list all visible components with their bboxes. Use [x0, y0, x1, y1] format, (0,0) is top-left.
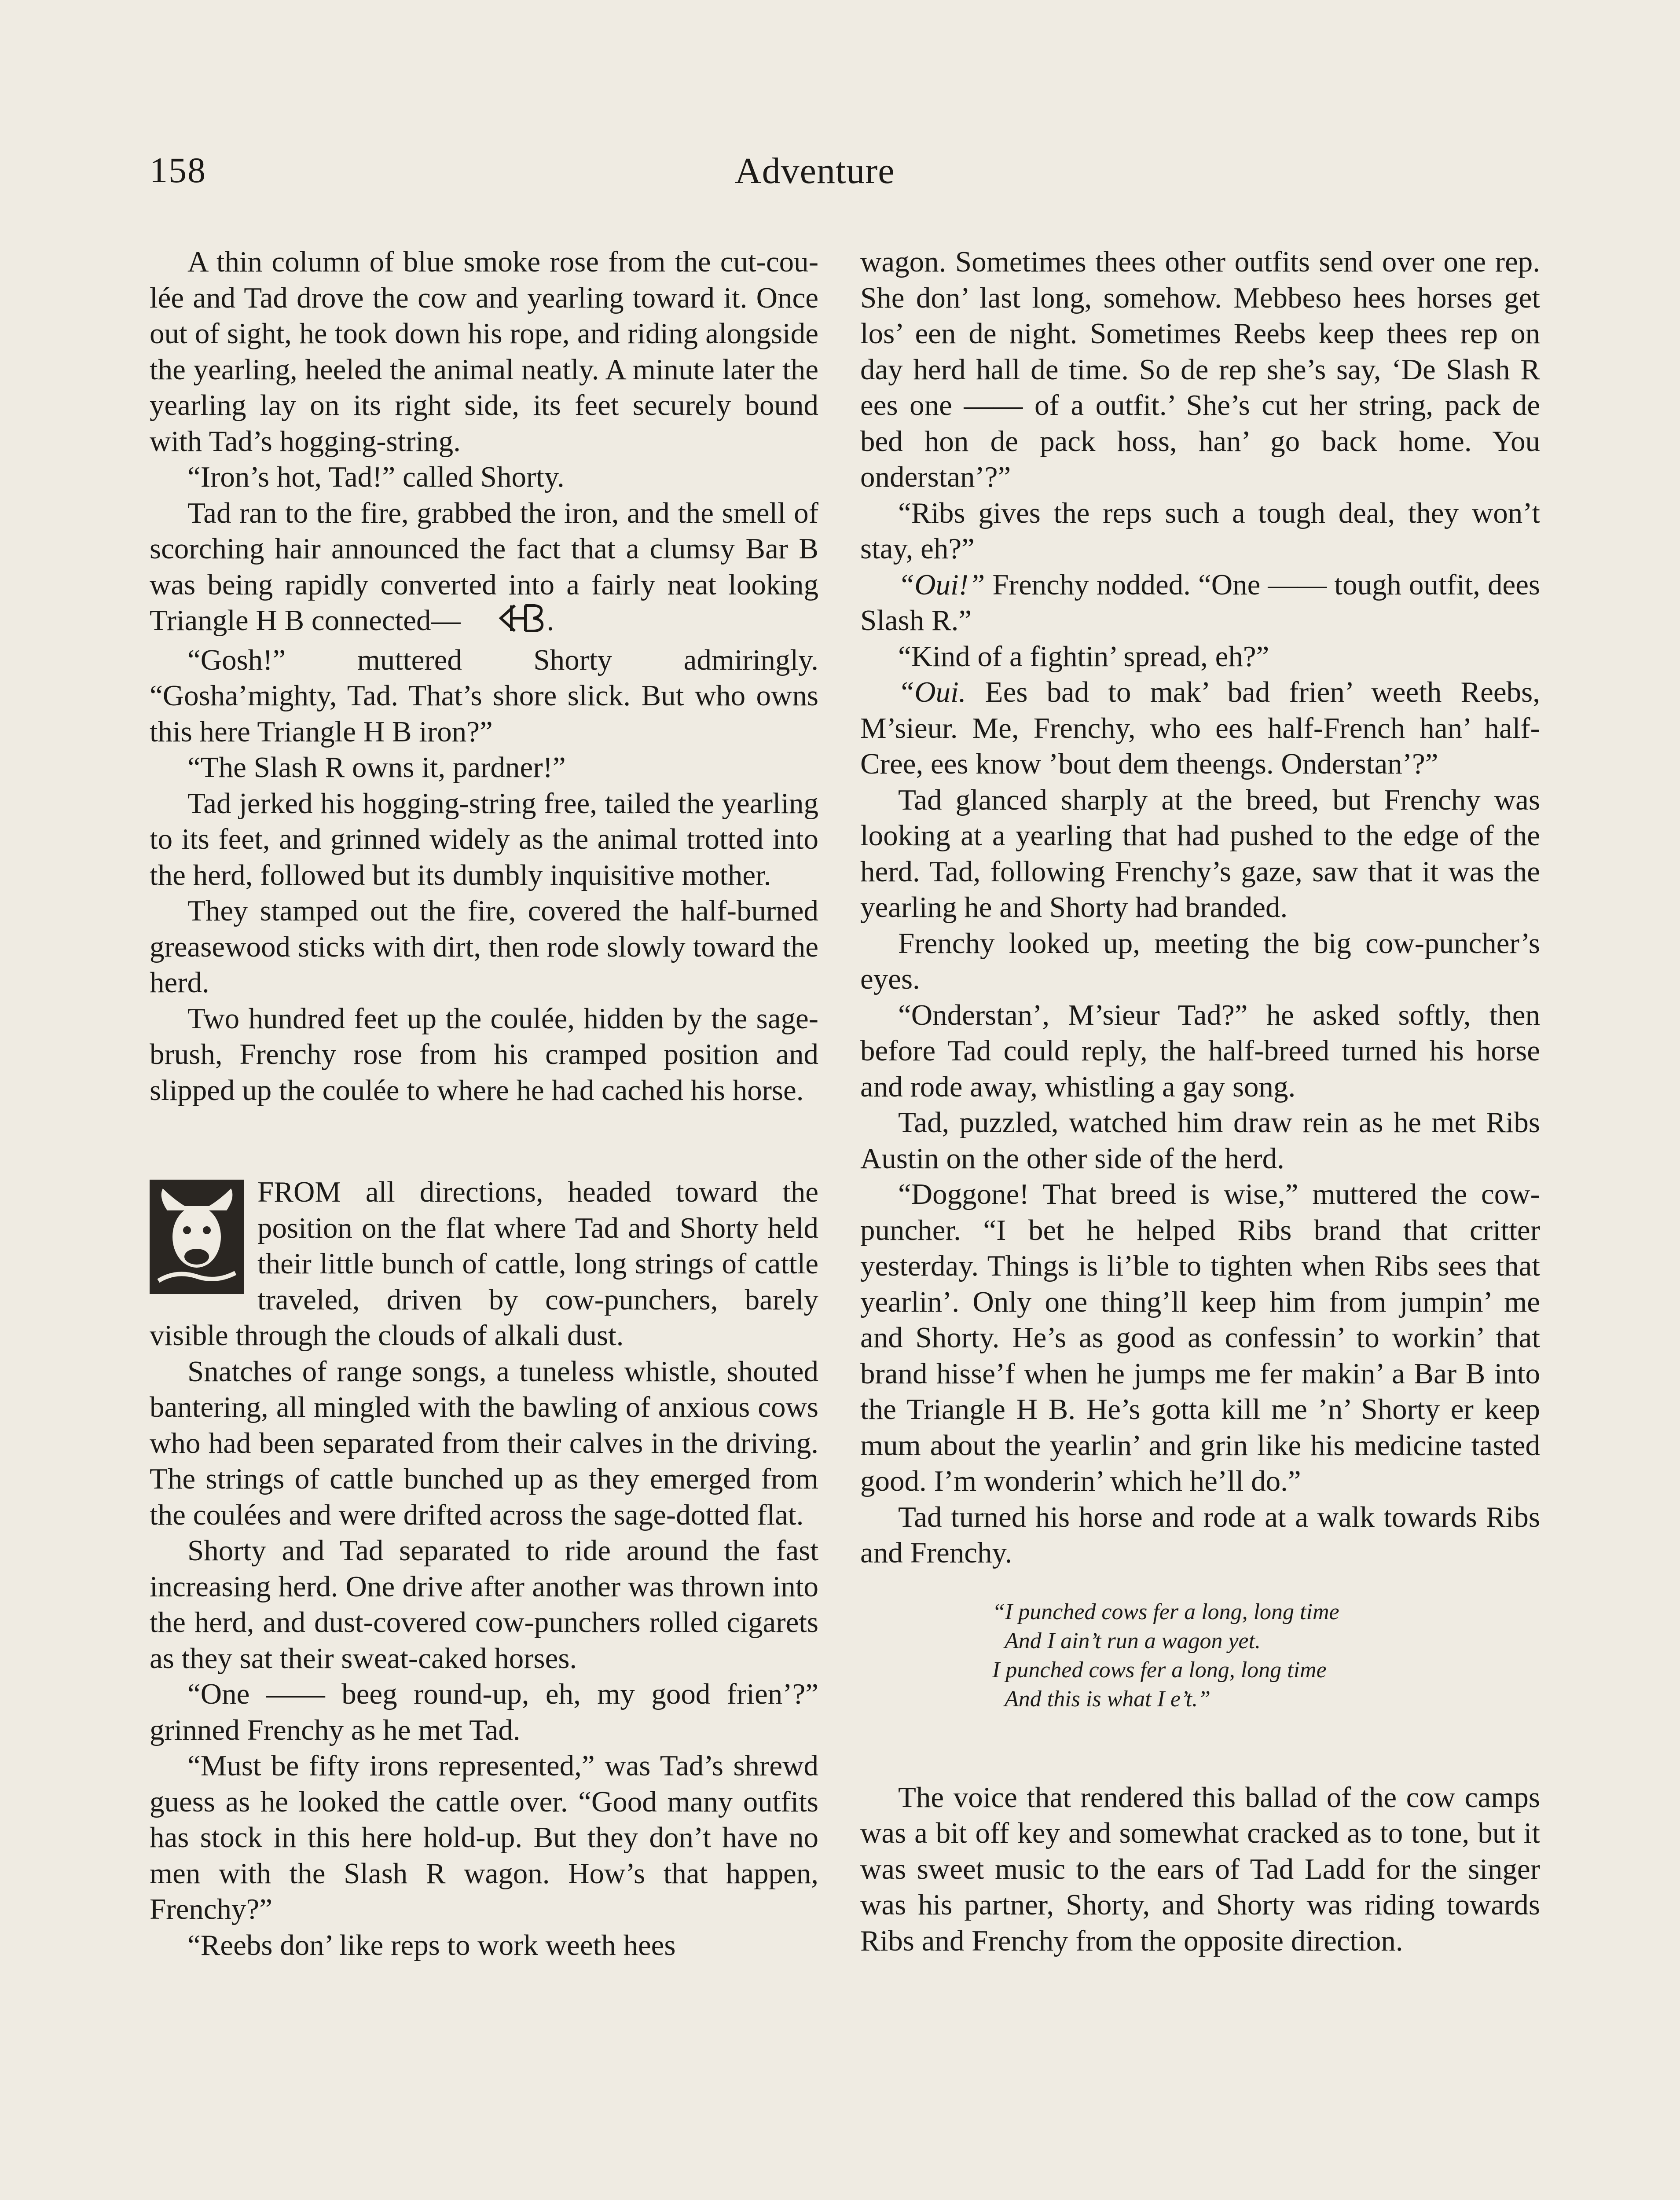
paragraph: Tad turned his horse and rode at a walk towards Ribs and Frenchy. [860, 1500, 1540, 1569]
paragraph: “One —— beeg round-up, eh, my good frien’?” grinned Frenchy as he met Tad. [150, 1678, 818, 1746]
paragraph: Two hundred feet up the coulée, hidden by the sage-brush, Frenchy rose from his cramped position and slipped up the coulée to where he had cached his horse. [150, 1002, 818, 1107]
ballad-verse [992, 1598, 1540, 1714]
verse-line: And I ain’t run a wagon yet. [1005, 1628, 1261, 1654]
paragraph: “Must be fifty irons represented,” was Tad’s shrewd guess as he looked the cattle over. “Good many outfits has stock in this here hold-up. But they don’t have no men with the Slash R wagon. How’s that happen, Frenchy?” [150, 1749, 818, 1925]
section-break [150, 1108, 818, 1174]
running-head: Adventure [735, 150, 895, 191]
paragraph: A thin column of blue smoke rose from the cut-coulée and Tad drove the cow and yearling toward it. Once out of sight, he took down his rope, and riding alongside the yearling, heeled the animal neatly. A minute later the yearling lay on its right side, its feet securely bound with Tad’s hogging-string. [150, 246, 818, 458]
right-column [860, 244, 1540, 1959]
verse-line: “I punched cows fer a long, long time [992, 1599, 1339, 1624]
paragraph-text: Frenchy nodded. “One —— tough outfit, dees Slash R.” [860, 568, 1540, 637]
paragraph [860, 567, 1540, 639]
verse-line: And this is what I e’t.” [1005, 1686, 1211, 1712]
triangle-hb-brand-icon [460, 603, 547, 642]
paragraph: “Onderstan’, M’sieur Tad?” he asked softly, then before Tad could reply, the half-breed turned his horse and rode away, whistling a gay song. [860, 998, 1540, 1103]
paragraph: “Kind of a fightin’ spread, eh?” [898, 640, 1269, 673]
section-opening [150, 1174, 818, 1354]
paragraph: Snatches of range songs, a tuneless whistle, shouted bantering, all mingled with the bawling of anxious cows who had been separated from their calves in the driving. The strings of cattle bunched up as they emerged from the coulées and were drifted across the sage-dotted flat. [150, 1355, 818, 1531]
italic-exclamation: “Oui. [898, 676, 966, 708]
steer-head-ornament-icon [150, 1180, 244, 1294]
paragraph-text-end: . [547, 604, 554, 637]
verse-line: I punched cows fer a long, long time [992, 1657, 1327, 1683]
paragraph: wagon. Sometimes thees other outfits send over one rep. She don’ last long, somehow. Mebbeso hees horses get los’ een de night. Sometimes Reebs keep thees rep on day herd hall de time. So de rep she’s say, ‘De Slash R ees one —— of a outfit.’ She’s cut her string, pack de bed hon de pack hoss, han’ go back home. You onderstan’?” [860, 246, 1540, 493]
paragraph-text: Tad ran to the fire, grabbed the iron, and the smell of scorching hair announced the fact that a clumsy Bar B was being rapidly converted into a fairly neat looking Triangle H B connected— [150, 496, 818, 637]
left-column [150, 244, 818, 1963]
paragraph: “The Slash R owns it, pardner!” [187, 751, 566, 784]
paragraph: FROM all directions, headed toward the position on the flat where Tad and Shorty held their little bunch of cattle, long strings of cattle traveled, driven by cow-punchers, barely visible through the clouds of alkali dust. [150, 1176, 818, 1352]
paragraph: Tad glanced sharply at the breed, but Frenchy was looking at a yearling that had pushed to the edge of the herd. Tad, following Frenchy’s gaze, saw that it was the yearling he and Shorty had branded. [860, 783, 1540, 924]
paragraph: “Ribs gives the reps such a tough deal, they won’t stay, eh?” [860, 496, 1540, 565]
paragraph [860, 675, 1540, 782]
paragraph: Tad, puzzled, watched him draw rein as he met Ribs Austin on the other side of the herd. [860, 1106, 1540, 1175]
paragraph [150, 495, 818, 642]
paragraph: “Gosh!” muttered Shorty admiringly. “Gosha’mighty, Tad. That’s shore slick. But who owns this here Triangle H B iron?” [150, 643, 818, 748]
paragraph: They stamped out the fire, covered the half-burned greasewood sticks with dirt, then rode slowly toward the herd. [150, 895, 818, 999]
paragraph: “Doggone! That breed is wise,” muttered the cow-puncher. “I bet he helped Ribs brand that critter yesterday. Things is li’ble to tighten when Ribs sees that yearlin’. Only one thing’ll keep him from jumpin’ me and Shorty. He’s as good as confessin’ to workin’ that brand hisse’f when he jumps me fer makin’ a Bar B into the Triangle H B. He’s gotta kill me ’n’ Shorty er keep mum about the yearlin’ and grin like his medicine tasted good. I’m wonderin’ which he’ll do.” [860, 1178, 1540, 1497]
paragraph: “Iron’s hot, Tad!” called Shorty. [187, 461, 565, 493]
page-number: 158 [150, 150, 206, 190]
paragraph-text: Ees bad to mak’ bad frien’ weeth Reebs, M’sieur. Me, Frenchy, who ees half-French han’ half-Cree, ees know ’bout dem theengs. Onderstan’?” [860, 676, 1540, 780]
italic-exclamation: “Oui!” [898, 568, 985, 601]
paragraph: Frenchy looked up, meeting the big cow-puncher’s eyes. [860, 927, 1540, 995]
paragraph: “Reebs don’ like reps to work weeth hees [187, 1929, 676, 1962]
paragraph: Shorty and Tad separated to ride around the fast increasing herd. One drive after another was thrown into the herd, and dust-covered cow-punchers rolled cigarets as they sat their sweat-caked horses. [150, 1534, 818, 1675]
paragraph: The voice that rendered this ballad of the cow camps was a bit off key and somewhat cracked as to tone, but it was sweet music to the ears of Tad Ladd for the singer was his partner, Shorty, and Shorty was riding towards Ribs and Frenchy from the opposite direction. [860, 1781, 1540, 1957]
paragraph: Tad jerked his hogging-string free, tailed the yearling to its feet, and grinned widely as the animal trotted into the herd, followed but its dumbly inquisitive mother. [150, 787, 818, 891]
